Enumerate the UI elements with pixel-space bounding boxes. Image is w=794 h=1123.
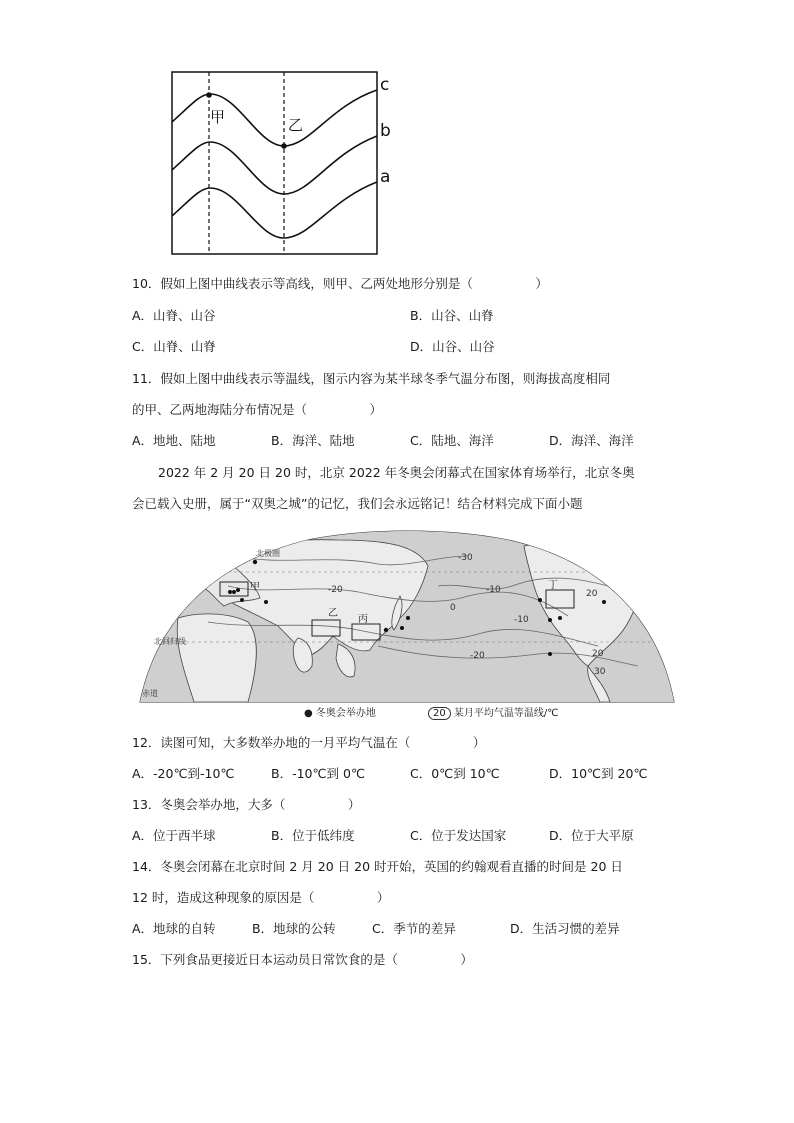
q10-option-d[interactable]: D．山谷、山谷 bbox=[410, 339, 495, 354]
material-line2: 会已载入史册，属于“双奥之城”的记忆，我们会永远铭记！结合材料完成下面小题 bbox=[132, 496, 583, 511]
map-tropic-cancer: 北回归线 bbox=[154, 637, 186, 646]
curve-label-b: b bbox=[380, 121, 391, 141]
isotherm-value-3: -10 bbox=[486, 585, 501, 595]
isotherm-value-2: -20 bbox=[328, 585, 343, 595]
q14-option-a[interactable]: A．地球的自转 bbox=[132, 921, 216, 936]
isotherm-value-6: 20 bbox=[586, 589, 598, 599]
legend-isotherm bbox=[428, 707, 559, 721]
label-jia: 甲 bbox=[210, 108, 226, 126]
legend-isotherm-sample: 20 bbox=[428, 707, 451, 720]
map-label-jia: 甲 bbox=[250, 582, 260, 593]
q12-stem: 12．读图可知，大多数举办地的一月平均气温在（ ） bbox=[132, 735, 486, 750]
curve-label-c: c bbox=[380, 75, 390, 95]
q14-option-d[interactable]: D．生活习惯的差异 bbox=[510, 921, 620, 936]
q11-option-b[interactable]: B．海洋、陆地 bbox=[271, 433, 355, 448]
q12-option-d[interactable]: D．10℃到 20℃ bbox=[549, 766, 648, 781]
q10-option-b[interactable]: B．山谷、山脊 bbox=[410, 308, 494, 323]
isotherm-value-4: 0 bbox=[450, 603, 456, 613]
q14-stem-line1: 14．冬奥会闭幕在北京时间 2 月 20 日 20 时开始，英国的约翰观看直播的时间是 20 日 bbox=[132, 859, 623, 874]
isotherm-value-1: -30 bbox=[458, 553, 473, 563]
q14-stem-line2: 12 时，造成这种现象的原因是（ ） bbox=[132, 890, 390, 905]
map-label-bing: 丙 bbox=[358, 614, 368, 625]
q12-option-a[interactable]: A．-20℃到-10℃ bbox=[132, 766, 235, 781]
map-arctic-circle: 北极圈 bbox=[256, 549, 280, 558]
q10-option-a[interactable]: A．山脊、山谷 bbox=[132, 308, 216, 323]
q10-stem: 10．假如上图中曲线表示等高线，则甲、乙两处地形分别是（ ） bbox=[132, 276, 548, 291]
map-label-yi: 乙 bbox=[328, 608, 338, 619]
isotherm-value-9: 30 bbox=[594, 667, 606, 677]
q12-option-b[interactable]: B．-10℃到 0℃ bbox=[271, 766, 365, 781]
q11-stem-line1: 11．假如上图中曲线表示等温线，图示内容为某半球冬季气温分布图，则海拔高度相同 bbox=[132, 371, 611, 386]
q13-option-c[interactable]: C．位于发达国家 bbox=[410, 828, 507, 843]
q11-option-d[interactable]: D．海洋、海洋 bbox=[549, 433, 634, 448]
map-equator: 赤道 bbox=[142, 689, 158, 698]
legend-host-site bbox=[304, 707, 376, 721]
legend-host-site-text: 冬奥会举办地 bbox=[315, 708, 376, 719]
map-label-ding: 丁 bbox=[548, 580, 558, 591]
curve-label-a: a bbox=[380, 167, 391, 187]
material-line1: 2022 年 2 月 20 日 20 时，北京 2022 年冬奥会闭幕式在国家体育场举行，北京冬奥 bbox=[158, 465, 635, 480]
q13-option-a[interactable]: A．位于西半球 bbox=[132, 828, 216, 843]
q11-stem-line2: 的甲、乙两地海陆分布情况是（ ） bbox=[132, 402, 383, 417]
q14-option-b[interactable]: B．地球的公转 bbox=[252, 921, 336, 936]
q15-stem: 15．下列食品更接近日本运动员日常饮食的是（ ） bbox=[132, 952, 473, 967]
q11-option-c[interactable]: C．陆地、海洋 bbox=[410, 433, 494, 448]
point-jia bbox=[206, 92, 212, 98]
point-yi bbox=[281, 143, 287, 149]
label-yi: 乙 bbox=[288, 116, 304, 134]
q11-option-a[interactable]: A．地地、陆地 bbox=[132, 433, 216, 448]
winter-olympics-map bbox=[138, 526, 676, 706]
q13-stem: 13．冬奥会举办地，大多（ ） bbox=[132, 797, 361, 812]
legend-isotherm-text: 某月平均气温等温线/℃ bbox=[453, 708, 559, 719]
q10-option-c[interactable]: C．山脊、山脊 bbox=[132, 339, 216, 354]
isotherm-value-5: -10 bbox=[514, 615, 529, 625]
q12-option-c[interactable]: C．0℃到 10℃ bbox=[410, 766, 500, 781]
contour-figure bbox=[160, 66, 400, 262]
isotherm-value-8: 20 bbox=[592, 649, 604, 659]
q14-option-c[interactable]: C．季节的差异 bbox=[372, 921, 456, 936]
q13-option-d[interactable]: D．位于大平原 bbox=[549, 828, 634, 843]
isotherm-value-7: -20 bbox=[470, 651, 485, 661]
q13-option-b[interactable]: B．位于低纬度 bbox=[271, 828, 355, 843]
legend-dot-icon: ● bbox=[304, 708, 313, 719]
